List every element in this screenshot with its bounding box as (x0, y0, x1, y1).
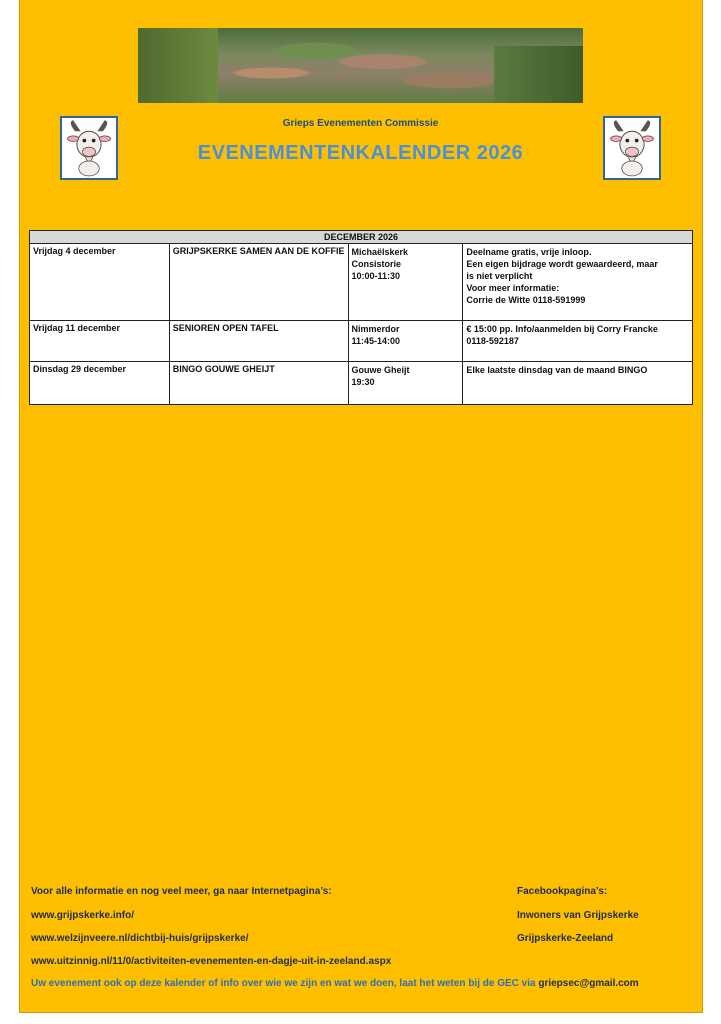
info-line: Corrie de Witte 0118-591999 (466, 295, 586, 305)
event-title: GRIJPSKERKE SAMEN AAN DE KOFFIE (169, 244, 348, 321)
info-line: is niet verplicht (466, 271, 533, 281)
event-info (463, 362, 693, 405)
event-title: SENIOREN OPEN TAFEL (169, 321, 348, 362)
event-location (348, 362, 463, 405)
facebook-page-link[interactable]: Inwoners van Grijpskerke (517, 910, 639, 921)
notice-text: Uw evenement ook op deze kalender of info over wie we zijn en wat we doen, laat het weten bij de GEC via (31, 978, 539, 989)
event-location (348, 321, 463, 362)
time-line: 10:00-11:30 (351, 271, 401, 281)
event-info (463, 321, 693, 362)
table-row (30, 244, 693, 321)
table-header-row (30, 231, 693, 244)
event-date: Vrijdag 11 december (30, 321, 170, 362)
time-line: 19:30 (351, 377, 375, 387)
location-line: Michaëlskerk (351, 247, 409, 257)
contact-notice (31, 978, 639, 989)
table-row (30, 362, 693, 405)
aerial-village-photo (138, 28, 583, 103)
event-info (463, 244, 693, 321)
website-link[interactable]: www.uitzinnig.nl/11/0/activiteiten-evenementen-en-dagje-uit-in-zeeland.aspx (31, 956, 392, 967)
event-date: Dinsdag 29 december (30, 362, 170, 405)
info-line: 0118-592187 (466, 336, 519, 346)
event-date: Vrijdag 4 december (30, 244, 170, 321)
facebook-title: Facebookpagina’s: (517, 886, 608, 897)
organisation-name: Grieps Evenementen Commissie (282, 118, 439, 129)
location-line: Nimmerdor (351, 324, 400, 334)
table-row (30, 321, 693, 362)
website-link[interactable]: www.grijpskerke.info/ (31, 910, 134, 921)
info-line: Elke laatste dinsdag van de maand BINGO (466, 365, 648, 375)
info-line: Deelname gratis, vrije inloop. (466, 247, 592, 257)
month-header: DECEMBER 2026 (30, 231, 693, 244)
page-title: EVENEMENTENKALENDER 2026 (197, 142, 524, 164)
info-line: Voor meer informatie: (466, 283, 560, 293)
website-link[interactable]: www.welzijnveere.nl/dichtbij-huis/grijpskerke/ (31, 933, 249, 944)
location-line: Consistorie (351, 259, 402, 269)
event-location (348, 244, 463, 321)
event-calendar-table (29, 230, 693, 405)
footer-intro: Voor alle informatie en nog veel meer, ga naar Internetpagina’s: (31, 886, 332, 897)
info-line: € 15:00 pp. Info/aanmelden bij Corry Francke (466, 324, 658, 334)
info-line: Een eigen bijdrage wordt gewaardeerd, maar (466, 259, 658, 269)
time-line: 11:45-14:00 (351, 336, 401, 346)
event-title: BINGO GOUWE GHEIJT (169, 362, 348, 405)
email-link[interactable]: griepsec@gmail.com (538, 978, 639, 989)
facebook-page-link[interactable]: Grijpskerke-Zeeland (517, 933, 614, 944)
location-line: Gouwe Gheijt (351, 365, 410, 375)
